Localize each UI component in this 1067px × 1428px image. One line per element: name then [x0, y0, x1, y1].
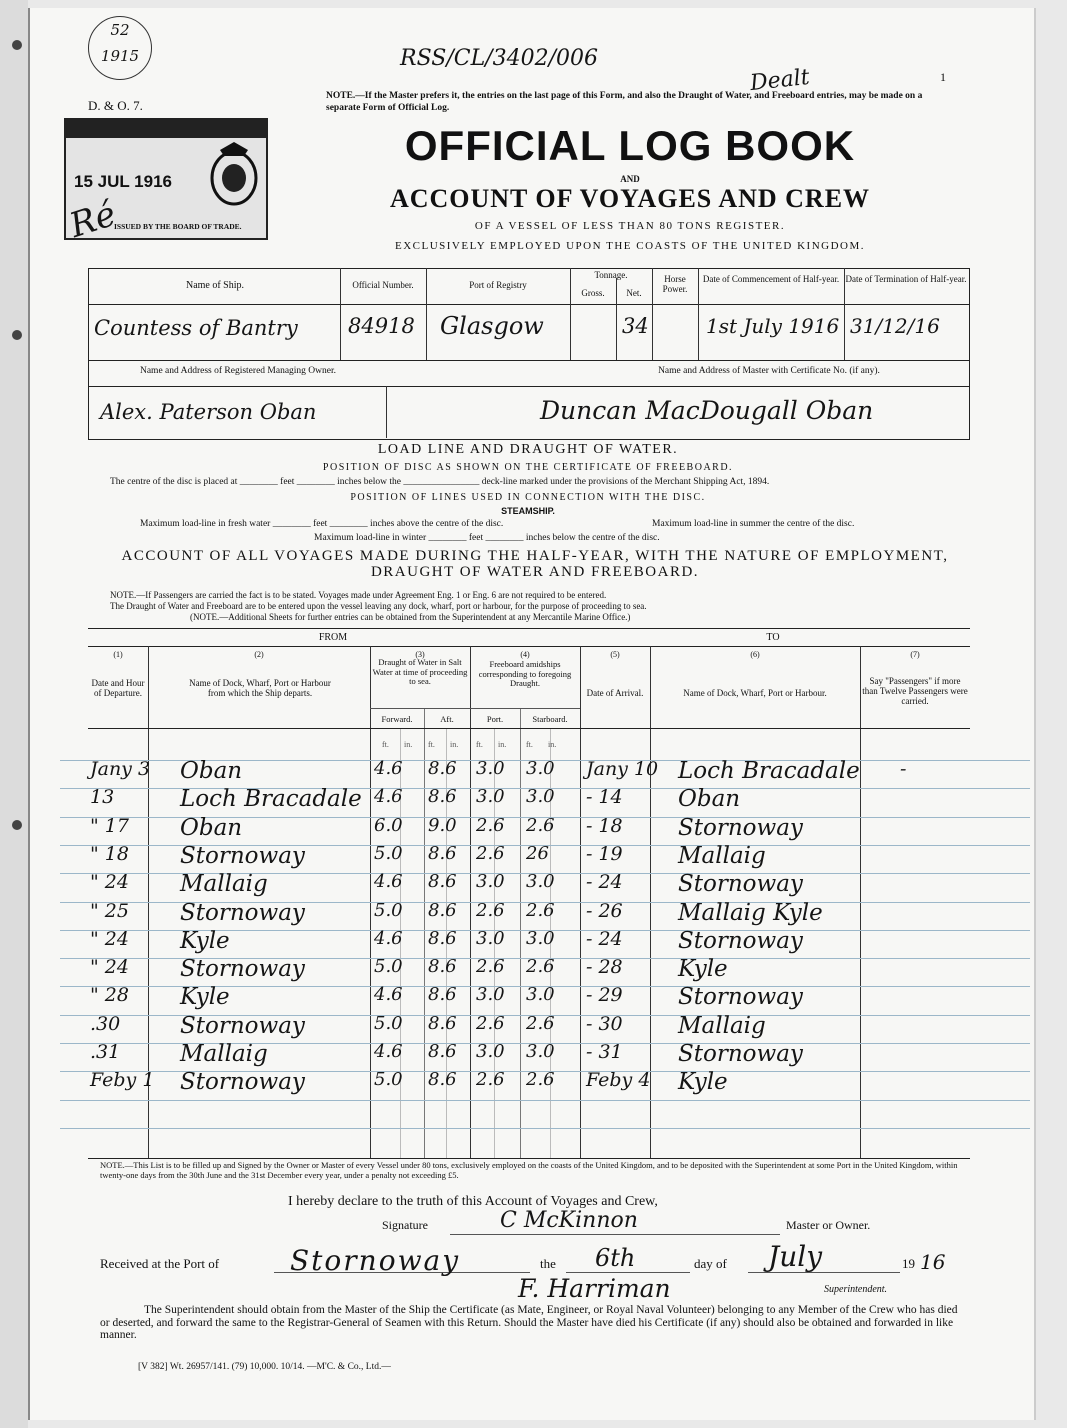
departure-date: " 18 [90, 842, 129, 865]
fresh-water-line: Maximum load-line in fresh water ________ feet ________ inches above the centre of the disc. [140, 519, 504, 529]
draught-aft: 8.6 [428, 1069, 457, 1091]
draught-forward: 4.6 [374, 786, 403, 808]
royal-crest-icon [206, 140, 262, 210]
disc-centre-line: The centre of the disc is placed at ________ feet ________ inches below the ________________ deck-line marked under the provisions of the Merchant Shipping Act, 1894. [110, 477, 770, 487]
page-subtitle: ACCOUNT OF VOYAGES AND CREW [389, 184, 871, 213]
binding-hole [12, 820, 22, 830]
ship-name: Countess of Bantry [94, 316, 298, 340]
draught-aft: 8.6 [428, 899, 457, 921]
account-title: ACCOUNT OF ALL VOYAGES MADE DURING THE HALF-YEAR, WITH THE NATURE OF EMPLOYMENT, DRAUGHT OF WATER AND FREEBOARD. [121, 548, 949, 580]
signature-label: Signature [382, 1218, 428, 1232]
freeboard-starboard: 3.0 [526, 927, 555, 949]
year-prefix: 19 [902, 1256, 915, 1271]
tonnage-header: Tonnage. [594, 270, 628, 280]
departure-date: " 17 [90, 814, 129, 837]
passenger-note: NOTE.—If Passengers are carried the fact is to be stated. Voyages made under Agreement Eng. 1 or Eng. 6 are not required to be entered. [110, 590, 607, 600]
freeboard-port: 3.0 [476, 1041, 505, 1062]
horse-power-header: Horse Power. [662, 274, 688, 294]
departure-place: Stornoway [180, 956, 305, 983]
termination-date: 31/12/16 [850, 314, 940, 338]
arrival-place: Mallaig [678, 842, 766, 869]
stamp-date: 15 JUL 1916 [74, 172, 172, 191]
owner-header: Name and Address of Registered Managing Owner. [139, 366, 337, 376]
binding-hole [12, 330, 22, 340]
freeboard-starboard: 2.6 [526, 956, 555, 978]
freeboard-starboard: 3.0 [526, 871, 555, 893]
winter-line: Maximum load-line in winter ________ feet ________ inches below the centre of the disc. [314, 533, 660, 543]
owner-name-address: Alex. Paterson Oban [100, 400, 317, 424]
departure-date: Feby 1 [90, 1069, 155, 1092]
received-label: Received at the Port of [100, 1256, 220, 1271]
departure-place: Mallaig [180, 871, 268, 898]
master-signature: C McKinnon [500, 1208, 638, 1233]
departure-date-header: Date and Hour of Departure. [91, 678, 145, 698]
freeboard-port: 3.0 [476, 786, 505, 808]
received-month: July [768, 1240, 823, 1273]
archive-reference: RSS/CL/3402/006 [400, 46, 598, 71]
draught-aft: 8.6 [428, 871, 457, 893]
page-number: 1 [940, 70, 946, 84]
from-place-header: Name of Dock, Wharf, Port or Harbour from which the Ship departs. [189, 678, 331, 698]
from-header: FROM [318, 632, 348, 643]
superintendent-signature: F. Harriman [518, 1274, 671, 1303]
departure-place: Stornoway [180, 1069, 305, 1096]
arrival-place: Stornoway [678, 927, 803, 954]
master-owner-label: Master or Owner. [786, 1218, 871, 1232]
passengers-note: - [900, 758, 907, 780]
forward-header: Forward. [381, 714, 413, 724]
binding-hole [12, 40, 22, 50]
superintendent-instructions: The Superintendent should obtain from the Master of the Ship the Certificate (as Mate, Engineer, or Royal Naval Volunteer) belonging to any Member of the Crew who has died or deserted, and forward the same to the Registrar-General of Seamen with this Return. Should the Master have died his Certificate (if any) should also be obtained and forwarded in like manner. [100, 1304, 958, 1341]
received-year: 16 [920, 1250, 946, 1274]
summer-line: Maximum load-line in summer the centre of the disc. [652, 519, 855, 529]
freeboard-port: 2.6 [476, 956, 505, 978]
col3-number: (3) [415, 650, 425, 659]
col5-number: (5) [610, 650, 620, 659]
lines-position-title: POSITION OF LINES USED IN CONNECTION WITH THE DISC. [350, 492, 706, 503]
arrival-date: - 18 [586, 814, 623, 837]
unit-label: ft. [428, 740, 435, 749]
freeboard-starboard: 26 [526, 842, 549, 864]
freeboard-port: 2.6 [476, 814, 505, 836]
the-label: the [540, 1256, 556, 1271]
port-of-registry: Glasgow [440, 312, 544, 340]
draught-aft: 8.6 [428, 956, 457, 978]
arrival-place: Kyle [678, 956, 728, 983]
freeboard-header: Freeboard amidships corresponding to foregoing Draught. [478, 659, 572, 688]
col7-number: (7) [910, 650, 920, 659]
steamship-label: STEAMSHIP. [501, 506, 555, 516]
arrival-place: Stornoway [678, 1041, 803, 1067]
net-tonnage: 34 [622, 314, 649, 338]
vessel-size-line: OF A VESSEL OF LESS THAN 80 TONS REGISTER. [474, 220, 786, 232]
arrival-date: - 26 [586, 899, 623, 922]
departure-date: " 24 [90, 871, 129, 894]
departure-date: .31 [90, 1041, 121, 1063]
binding-edge [0, 0, 28, 1428]
unit-label: in. [450, 740, 459, 749]
termination-header: Date of Termination of Half-year. [845, 274, 967, 284]
col4-number: (4) [520, 650, 530, 659]
arrival-place: Mallaig Kyle [678, 899, 823, 926]
departure-date: " 24 [90, 956, 129, 979]
departure-place: Oban [180, 814, 243, 841]
draught-forward: 5.0 [374, 1012, 403, 1034]
port-registry-header: Port of Registry [469, 280, 527, 290]
employment-line: EXCLUSIVELY EMPLOYED UPON THE COASTS OF THE UNITED KINGDOM. [394, 240, 866, 252]
freeboard-starboard: 3.0 [526, 786, 555, 808]
port-header: Port. [486, 714, 504, 724]
arrival-date: - 29 [586, 984, 623, 1007]
arrival-place: Oban [678, 786, 741, 813]
departure-place: Oban [180, 758, 243, 784]
departure-date: " 28 [90, 984, 129, 1007]
draught-aft: 8.6 [428, 927, 457, 949]
draught-forward: 5.0 [374, 899, 403, 921]
arrival-date: - 24 [586, 927, 623, 950]
draught-aft: 8.6 [428, 1041, 457, 1062]
draught-forward: 5.0 [374, 842, 403, 864]
title-and: AND [620, 174, 640, 184]
freeboard-port: 3.0 [476, 927, 505, 949]
unit-label: ft. [526, 740, 533, 749]
official-number-header: Official Number. [352, 280, 414, 290]
freeboard-port: 3.0 [476, 984, 505, 1006]
draught-forward: 4.6 [374, 1041, 403, 1062]
departure-place: Stornoway [180, 1012, 305, 1039]
freeboard-starboard: 2.6 [526, 1069, 555, 1091]
freeboard-port: 2.6 [476, 842, 505, 864]
disc-position-title: POSITION OF DISC AS SHOWN ON THE CERTIFICATE OF FREEBOARD. [322, 462, 734, 473]
arrival-date-header: Date of Arrival. [586, 688, 644, 698]
freeboard-starboard: 3.0 [526, 758, 555, 779]
arrival-place: Stornoway [678, 814, 803, 841]
arrival-place: Stornoway [678, 984, 803, 1011]
superintendent-label: Superintendent. [824, 1284, 888, 1295]
departure-place: Mallaig [180, 1041, 268, 1067]
board-of-trade-stamp [64, 118, 268, 247]
unit-label: ft. [382, 740, 389, 749]
aft-header: Aft. [440, 714, 454, 724]
stamp-top-band [66, 120, 266, 138]
official-number: 84918 [348, 314, 415, 338]
departure-date: .30 [90, 1012, 121, 1035]
draught-forward: 4.6 [374, 758, 403, 779]
draught-forward: 5.0 [374, 1069, 403, 1091]
freeboard-port: 3.0 [476, 758, 505, 779]
unit-label: in. [498, 740, 507, 749]
master-header: Name and Address of Master with Certificate No. (if any). [658, 366, 880, 376]
corner-circled-note: 52 1915 [88, 16, 152, 80]
loadline-title: LOAD LINE AND DRAUGHT OF WATER. [377, 442, 679, 457]
draught-header: Draught of Water in Salt Water at time of proceeding to sea. [372, 657, 468, 686]
freeboard-starboard: 2.6 [526, 1012, 555, 1034]
departure-date: Jany 3 [90, 758, 151, 780]
to-header: TO [766, 632, 780, 643]
draught-aft: 8.6 [428, 842, 457, 864]
arrival-date: - 31 [586, 1041, 623, 1063]
print-code: [V 382] Wt. 26957/141. (79) 10,000. 10/14. —M'C. & Co., Ltd.— [138, 1362, 391, 1372]
departure-date: " 24 [90, 927, 129, 950]
draught-aft: 8.6 [428, 786, 457, 808]
draught-aft: 8.6 [428, 758, 457, 779]
declaration-text: I hereby declare to the truth of this Account of Voyages and Crew, [288, 1194, 658, 1209]
dealt-scribble: Dealt [748, 64, 811, 97]
arrival-date: Feby 4 [586, 1069, 651, 1092]
draught-aft: 8.6 [428, 984, 457, 1006]
arrival-date: - 24 [586, 871, 623, 894]
starboard-header: Starboard. [532, 714, 568, 724]
departure-place: Stornoway [180, 899, 305, 926]
log-book-page [28, 8, 1034, 1420]
draught-forward: 4.6 [374, 927, 403, 949]
filing-note: NOTE.—This List is to be filled up and Signed by the Owner or Master of every Vessel under 80 tons, exclusively employed on the coasts of the United Kingdom, and to be deposited with the Superintendent at some Port in the United Kingdom, within twenty-one days from the 30th June and the 31st December every year, under a penalty not exceeding £5. [100, 1160, 958, 1180]
ruled-line [60, 1100, 1030, 1101]
col1-number: (1) [113, 650, 123, 659]
passengers-header: Say "Passengers" if more than Twelve Passengers were carried. [862, 676, 968, 706]
arrival-place: Stornoway [678, 871, 803, 898]
departure-date: 13 [90, 786, 115, 809]
freeboard-port: 2.6 [476, 1069, 505, 1091]
received-port: Stornoway [290, 1244, 461, 1277]
arrival-date: - 28 [586, 956, 623, 979]
draught-forward: 5.0 [374, 956, 403, 978]
unit-label: in. [404, 740, 413, 749]
additional-sheets-note: (NOTE.—Additional Sheets for further entries can be obtained from the Superintendent at any Mercantile Marine Office.) [190, 612, 631, 622]
stamp-issued-by: ISSUED BY THE BOARD OF TRADE. [114, 222, 242, 231]
gross-header: Gross. [581, 288, 605, 298]
commencement-date: 1st July 1916 [706, 314, 840, 338]
departure-place: Kyle [180, 984, 230, 1011]
net-header: Net. [626, 288, 642, 298]
form-code: D. & O. 7. [88, 98, 143, 113]
ruled-line [60, 1128, 1030, 1129]
master-name-address: Duncan MacDougall Oban [540, 396, 874, 425]
freeboard-port: 2.6 [476, 899, 505, 921]
draught-aft: 9.0 [428, 814, 457, 836]
day-of-label: day of [694, 1256, 727, 1271]
arrival-date: Jany 10 [586, 758, 659, 780]
arrival-place: Mallaig [678, 1012, 766, 1039]
draught-forward: 4.6 [374, 871, 403, 893]
draught-forward: 6.0 [374, 814, 403, 836]
page-title: OFFICIAL LOG BOOK [404, 122, 856, 169]
arrival-date: - 30 [586, 1012, 623, 1035]
col2-number: (2) [254, 650, 264, 659]
departure-place: Loch Bracadale [180, 786, 362, 813]
freeboard-starboard: 3.0 [526, 984, 555, 1006]
commencement-header: Date of Commencement of Half-year. [702, 274, 840, 284]
freeboard-starboard: 2.6 [526, 899, 555, 921]
stamp-scribble: Ré [64, 193, 121, 247]
departure-date: " 25 [90, 899, 129, 922]
arrival-date: - 14 [586, 786, 623, 809]
col6-number: (6) [750, 650, 760, 659]
unit-label: in. [548, 740, 557, 749]
draught-aft: 8.6 [428, 1012, 457, 1034]
arrival-place: Kyle [678, 1069, 728, 1096]
departure-place: Kyle [180, 927, 230, 954]
to-place-header: Name of Dock, Wharf, Port or Harbour. [683, 688, 827, 698]
arrival-place: Loch Bracadale [678, 758, 860, 784]
ship-name-header: Name of Ship. [185, 280, 245, 291]
freeboard-starboard: 3.0 [526, 1041, 555, 1062]
unit-label: ft. [476, 740, 483, 749]
received-day: 6th [595, 1244, 636, 1272]
draught-forward: 4.6 [374, 984, 403, 1006]
draught-note: The Draught of Water and Freeboard are to be entered upon the vessel leaving any dock, wharf, port or harbour, for the purpose of proceeding to sea. [110, 601, 647, 611]
freeboard-port: 2.6 [476, 1012, 505, 1034]
departure-place: Stornoway [180, 842, 305, 869]
freeboard-port: 3.0 [476, 871, 505, 893]
arrival-date: - 19 [586, 842, 623, 865]
freeboard-starboard: 2.6 [526, 814, 555, 836]
header-note: NOTE.—If the Master prefers it, the entries on the last page of this Form, and also the Draught of Water, and Freeboard entries, may be made on a separate Form of Official Log. [326, 91, 923, 113]
